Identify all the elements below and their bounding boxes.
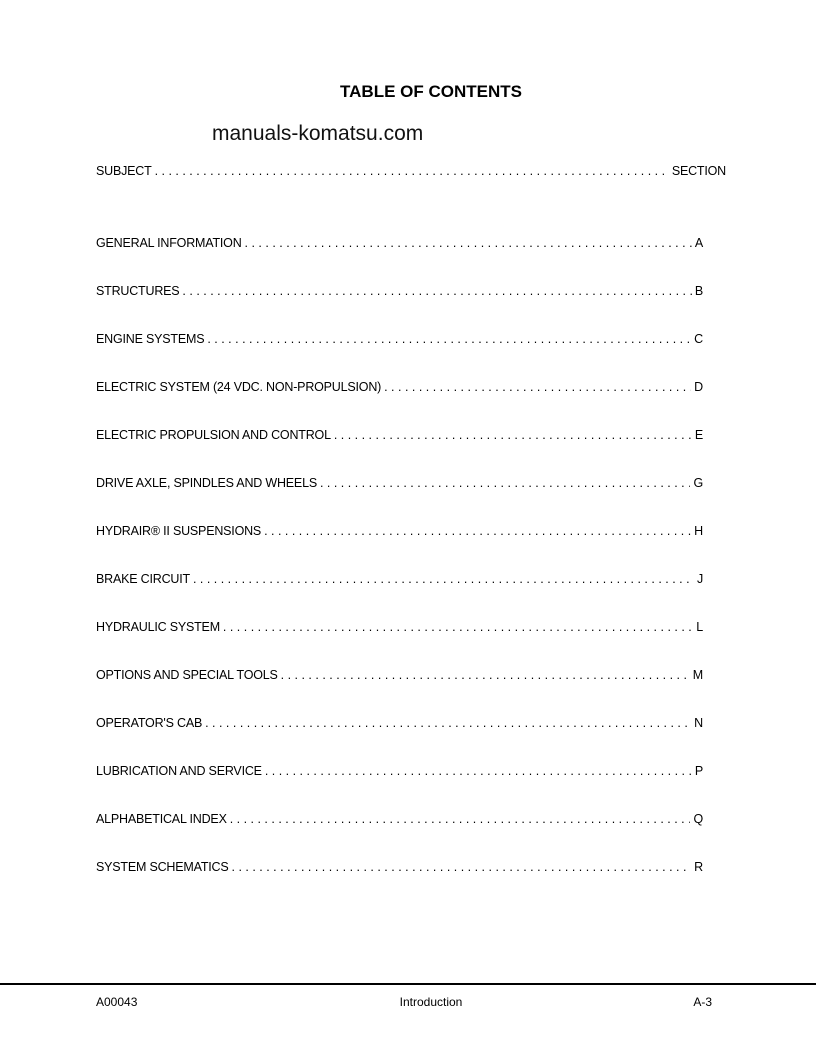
toc-entry[interactable] — [96, 811, 703, 827]
toc-entry[interactable] — [96, 667, 703, 683]
dot-leader — [265, 763, 692, 779]
toc-entry-section: B — [694, 284, 703, 298]
toc-entry[interactable] — [96, 859, 703, 875]
toc-entry-section: J — [696, 572, 703, 586]
toc-entry[interactable] — [96, 523, 703, 539]
dot-leader — [223, 619, 693, 635]
dot-leader — [334, 427, 692, 443]
toc-entry-section: L — [696, 620, 703, 634]
toc-entry-subject: OPTIONS AND SPECIAL TOOLS — [96, 668, 278, 682]
footer-page-number: A-3 — [693, 995, 712, 1009]
subject-column-header: SUBJECT — [96, 164, 152, 178]
toc-entry-subject: OPERATOR'S CAB — [96, 716, 203, 730]
toc-entry-section: C — [694, 332, 703, 346]
dot-leader — [281, 667, 690, 683]
footer-divider — [0, 983, 816, 985]
footer-chapter: Introduction — [399, 995, 463, 1009]
toc-entry-section: G — [693, 476, 703, 490]
toc-entry[interactable] — [96, 715, 703, 731]
toc-entry-section: A — [694, 236, 703, 250]
toc-entry-subject: SYSTEM SCHEMATICS — [96, 860, 229, 874]
page-title: TABLE OF CONTENTS — [340, 82, 522, 101]
dot-leader — [207, 331, 691, 347]
toc-entry-subject: HYDRAIR® II SUSPENSIONS — [96, 524, 262, 538]
toc-entry[interactable] — [96, 427, 703, 443]
dot-leader — [232, 859, 692, 875]
watermark-text: manuals-komatsu.com — [212, 122, 424, 145]
dot-leader — [320, 475, 691, 491]
section-column-header: SECTION — [671, 164, 726, 178]
footer-doc-id: A00043 — [96, 995, 138, 1009]
toc-entry[interactable] — [96, 475, 703, 491]
toc-entry-section: Q — [693, 812, 703, 826]
toc-entry[interactable] — [96, 571, 703, 587]
toc-entry[interactable] — [96, 235, 703, 251]
dot-leader — [155, 163, 669, 179]
toc-entry-subject: ELECTRIC SYSTEM (24 VDC. NON-PROPULSION) — [96, 380, 382, 394]
toc-header-row — [96, 163, 726, 179]
toc-entry[interactable] — [96, 379, 703, 395]
dot-leader — [230, 811, 691, 827]
toc-entry-section: R — [694, 860, 703, 874]
toc-entry-subject: BRAKE CIRCUIT — [96, 572, 190, 586]
toc-entry-section: P — [694, 764, 703, 778]
toc-entry-subject: ENGINE SYSTEMS — [96, 332, 205, 346]
toc-entry[interactable] — [96, 283, 703, 299]
toc-entry-section: M — [692, 668, 703, 682]
toc-entry[interactable] — [96, 331, 703, 347]
dot-leader — [182, 283, 691, 299]
toc-entry-section: D — [694, 380, 703, 394]
toc-entry-section: N — [694, 716, 703, 730]
toc-entry-section: H — [694, 524, 703, 538]
dot-leader — [264, 523, 691, 539]
toc-entry-subject: ALPHABETICAL INDEX — [96, 812, 227, 826]
toc-entry-section: E — [694, 428, 703, 442]
toc-entry-subject: DRIVE AXLE, SPINDLES AND WHEELS — [96, 476, 317, 490]
toc-entry-subject: ELECTRIC PROPULSION AND CONTROL — [96, 428, 331, 442]
toc-entry[interactable] — [96, 619, 703, 635]
toc-entry[interactable] — [96, 763, 703, 779]
toc-entry-subject: HYDRAULIC SYSTEM — [96, 620, 220, 634]
toc-entry-subject: GENERAL INFORMATION — [96, 236, 242, 250]
dot-leader — [193, 571, 694, 587]
dot-leader — [384, 379, 691, 395]
dot-leader — [205, 715, 691, 731]
dot-leader — [245, 235, 692, 251]
toc-entry-subject: STRUCTURES — [96, 284, 180, 298]
toc-entry-subject: LUBRICATION AND SERVICE — [96, 764, 262, 778]
